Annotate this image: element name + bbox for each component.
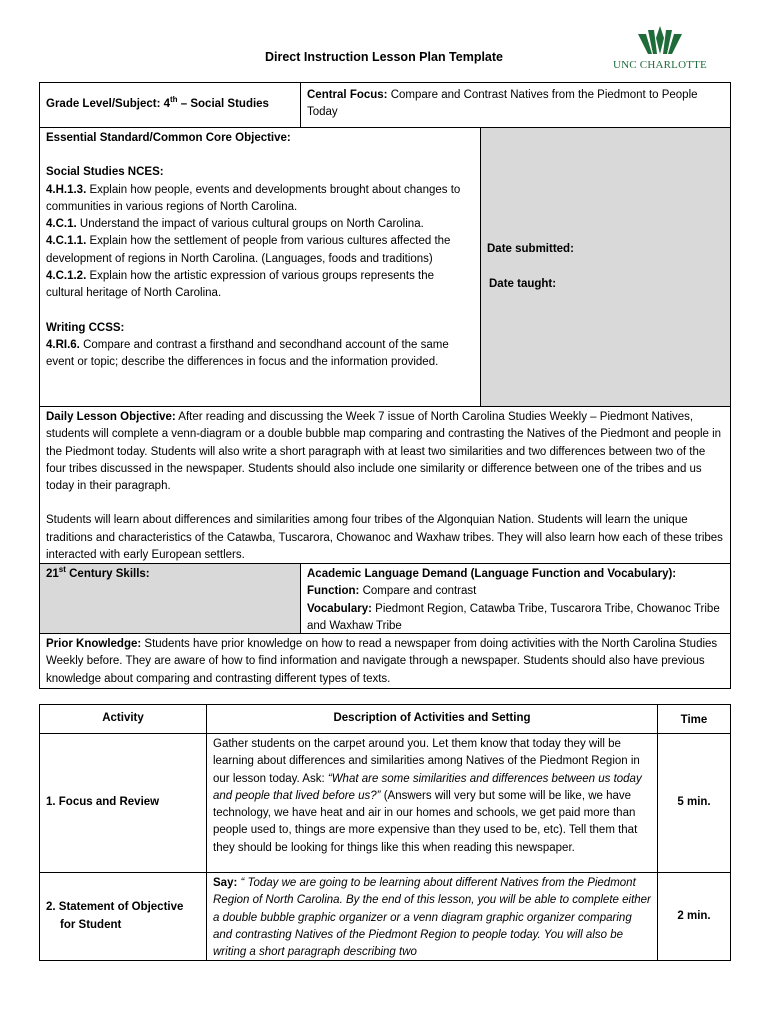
- time-header: Time: [680, 714, 708, 727]
- activity-header: Activity: [102, 712, 144, 725]
- activity-name: 2. Statement of Objective for Student: [46, 901, 184, 931]
- dates-cell: [481, 128, 730, 406]
- standards-heading: Essential Standard/Common Core Objective:: [46, 132, 291, 144]
- ss-heading: Social Studies NCES:: [46, 166, 164, 179]
- century-skills-cell: 21st Century Skills:: [40, 564, 300, 633]
- ss-item: 4.C.1.2. Explain how the artistic expression of various groups represents the cultural heritage of North Carolina.: [46, 270, 435, 300]
- date-taught-label: Date taught:: [489, 278, 557, 290]
- central-focus-cell: Central Focus: Compare and Contrast Natives from the Piedmont to People Today: [307, 89, 698, 119]
- writing-item: 4.RI.6. Compare and contrast a firsthand and secondhand account of the same event or topic; describe the differences in focus and the information provided.: [46, 338, 449, 369]
- document-title: Direct Instruction Lesson Plan Template: [264, 50, 503, 64]
- daily-objective-cell: Daily Lesson Objective: After reading and discussing the Week 7 issue of North Carolina Studies Weekly – Piedmont Natives, students will complete a venn-diagram or a double bubble map comparing and contrasting the Natives of the Piedmont and people in the Piedmont today. Students will also write a short paragraph with at least two similarities and two differences between two of the four tribes discussed in the newspaper. Students should also include one similarity or difference between one of the tribes and us today in their paragraph. Students will learn about differences and similarities among four tribes of the Algonquian Nation. Students will learn the unique traditions and characteristics of the Catawba, Tuscarora, Chowanoc and Waxhaw tribes. They will also learn how each of these tribes interacted with early European settlers.: [46, 411, 723, 562]
- description-header: Description of Activities and Setting: [333, 712, 531, 725]
- ss-item: 4.C.1. Understand the impact of various cultural groups on North Carolina.: [46, 218, 424, 231]
- crown-icon: [608, 24, 712, 58]
- academic-language-cell: Academic Language Demand (Language Function and Vocabulary): Function: Compare and contrast Vocabulary: Piedmont Region, Catawba Tribe, Tuscarora Tribe, Chowanoc Tribe and Waxhaw Tribe: [307, 568, 720, 632]
- activity-time: 5 min.: [677, 796, 711, 809]
- activity-description: Gather students on the carpet around you. Let them know that today they will be learning about differences and similarities among Natives of the Piedmont Region in our lesson today. Ask: “What are some similarities and differences between us today and people that lived before us?” (Answers will very but some will be like, we have technology, we have heat and air in our homes and schools, we get paid more than people used to, things are more expensive than they used to be, etc). Tell them that they should be looking for things like this when reading this newspaper.: [213, 738, 642, 854]
- logo-wordmark: UNC CHARLOTTE: [613, 59, 707, 71]
- date-submitted-label: Date submitted:: [487, 243, 574, 255]
- prior-knowledge-cell: Prior Knowledge: Students have prior knowledge on how to read a newspaper from doing activities with the North Carolina Studies Weekly before. They are aware of how to find information and navigate through a newspaper. Students should also have previous knowledge about comparing and contrasting different types of texts.: [46, 638, 718, 685]
- grade-level-cell: Grade Level/Subject: 4th – Social Studies: [46, 95, 269, 111]
- activity-description: Say: “ Today we are going to be learning about different Natives from the Piedmont Region of North Carolina. By the end of this lesson, you will be able to complete either a double bubble graphic organizer or a venn diagram graphic organizer comparing and contrasting Natives of the Piedmont Region to people today. You will also be writing a short paragraph describing two: [213, 877, 651, 959]
- standards-cell: [40, 128, 480, 406]
- activity-name: 1. Focus and Review: [46, 796, 160, 809]
- writing-heading: Writing CCSS:: [46, 321, 125, 334]
- ss-item: 4.C.1.1. Explain how the settlement of people from various cultures affected the development of regions in North Carolina. (Languages, foods and traditions): [46, 235, 451, 265]
- activity-time: 2 min.: [677, 909, 711, 922]
- ss-item: 4.H.1.3. Explain how people, events and developments brought about changes to communities in various regions of North Carolina.: [46, 183, 461, 213]
- unc-charlotte-logo: [608, 24, 712, 72]
